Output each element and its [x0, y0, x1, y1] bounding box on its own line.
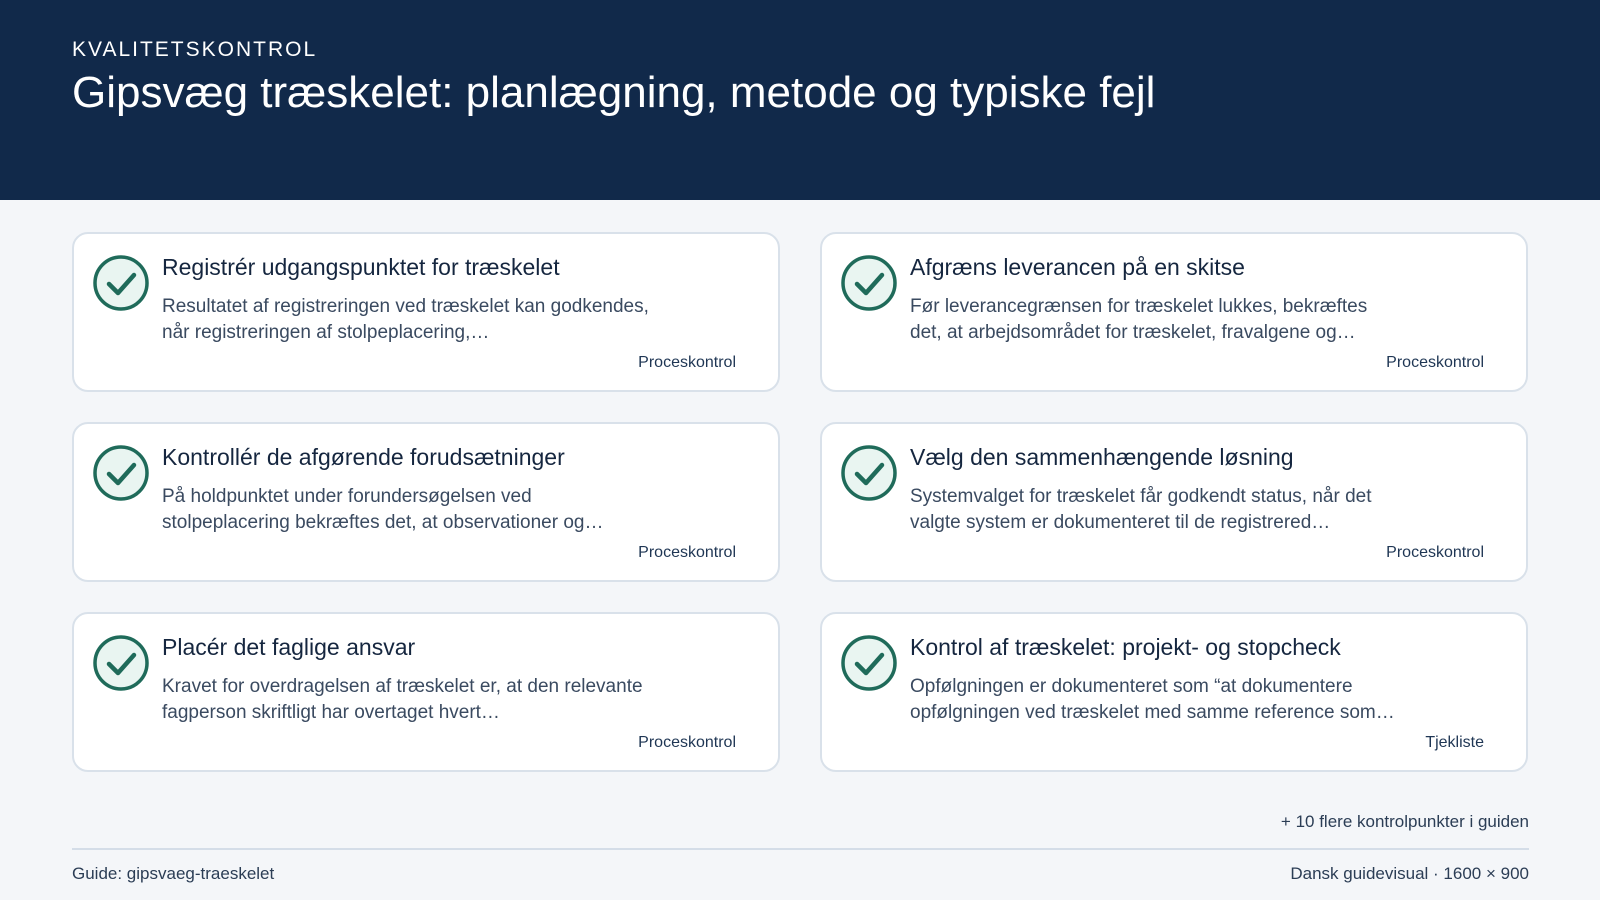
- checklist-card[interactable]: [820, 232, 1528, 392]
- card-title: Afgræns leverancen på en skitse: [910, 254, 1245, 280]
- check-circle-icon: [92, 254, 150, 312]
- card-description: På holdpunktet under forundersøgelsen ved stolpeplacering bekræftes det, at observationer og…: [162, 486, 604, 533]
- card-tag: Tjekliste: [1425, 734, 1484, 751]
- card-description: Systemvalget for træskelet får godkendt status, når det valgte system er dokumenteret til de registrered…: [910, 486, 1372, 533]
- card-description: Opfølgningen er dokumenteret som “at dokumentere opfølgningen ved træskelet med samme reference som…: [910, 676, 1395, 723]
- checklist-card[interactable]: [72, 422, 780, 582]
- checklist-grid: [72, 232, 1529, 772]
- card-title: Kontrol af træskelet: projekt- og stopcheck: [910, 634, 1341, 660]
- card-title: Placér det faglige ansvar: [162, 634, 416, 660]
- card-tag: Proceskontrol: [1386, 354, 1484, 371]
- card-tag: Proceskontrol: [638, 354, 736, 371]
- footer-divider: [72, 848, 1529, 850]
- card-description: Kravet for overdragelsen af træskelet er, at den relevante fagperson skriftligt har overtaget hvert…: [162, 676, 643, 723]
- checklist-card[interactable]: [72, 232, 780, 392]
- card-title: Vælg den sammenhængende løsning: [910, 444, 1294, 470]
- card-tag: Proceskontrol: [1386, 544, 1484, 561]
- checklist-card[interactable]: [820, 422, 1528, 582]
- card-title: Registrér udgangspunktet for træskelet: [162, 254, 560, 280]
- card-description: Resultatet af registreringen ved træskelet kan godkendes, når registreringen af stolpeplacering,…: [162, 296, 649, 343]
- footer-meta: Dansk guidevisual · 1600 × 900: [1290, 864, 1529, 883]
- footer-guide-slug: Guide: gipsvaeg-traeskelet: [72, 864, 275, 883]
- page-header: [0, 0, 1600, 200]
- card-tag: Proceskontrol: [638, 734, 736, 751]
- check-circle-icon: [92, 444, 150, 502]
- card-description: Før leverancegrænsen for træskelet lukkes, bekræftes det, at arbejdsområdet for træskelet, fravalgene og…: [910, 296, 1368, 343]
- card-tag: Proceskontrol: [638, 544, 736, 561]
- check-circle-icon: [840, 444, 898, 502]
- page-title: Gipsvæg træskelet: planlægning, metode og typiske fejl: [72, 68, 1156, 117]
- more-checkpoints-link[interactable]: + 10 flere kontrolpunkter i guiden: [1280, 812, 1529, 831]
- card-title: Kontrollér de afgørende forudsætninger: [162, 444, 565, 470]
- check-circle-icon: [92, 634, 150, 692]
- eyebrow-label: KVALITETSKONTROL: [72, 38, 318, 61]
- checklist-card[interactable]: [820, 612, 1528, 772]
- checklist-card[interactable]: [72, 612, 780, 772]
- check-circle-icon: [840, 634, 898, 692]
- check-circle-icon: [840, 254, 898, 312]
